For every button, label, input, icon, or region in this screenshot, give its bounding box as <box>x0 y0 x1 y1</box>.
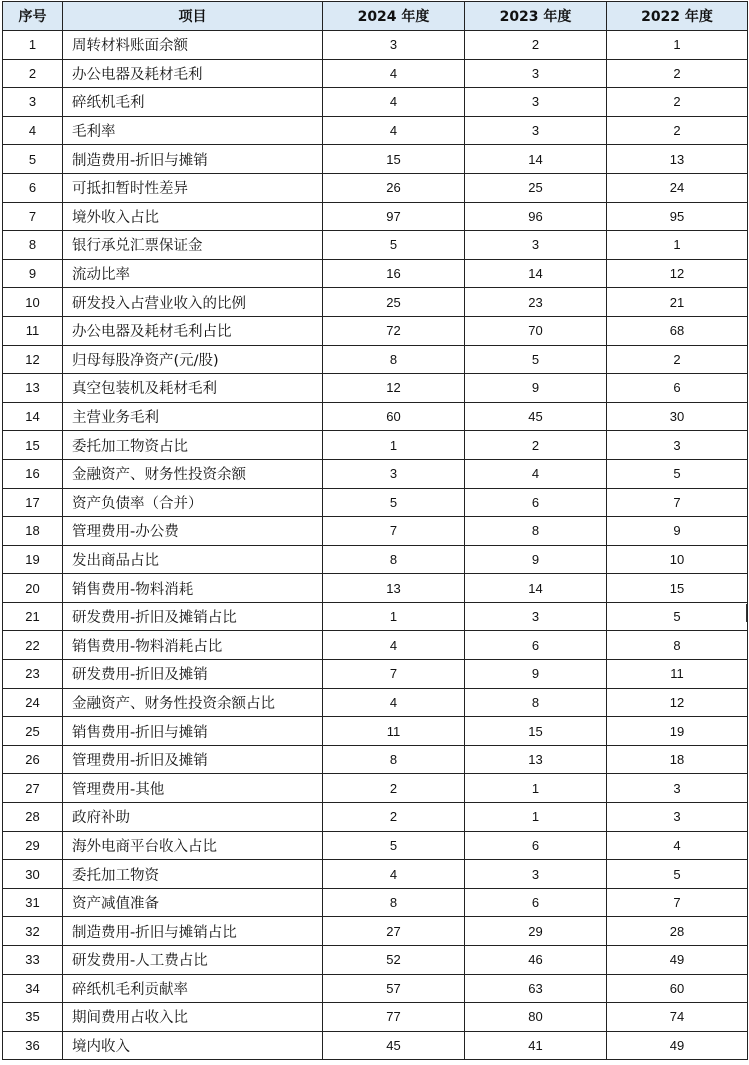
table-row <box>3 145 748 174</box>
table-row <box>3 459 748 488</box>
row-item: 制造费用-折旧与摊销占比 <box>63 917 323 946</box>
table-row <box>3 717 748 746</box>
row-value-2024: 7 <box>323 660 465 689</box>
row-item: 境外收入占比 <box>63 202 323 231</box>
row-value-2022: 7 <box>607 888 748 917</box>
row-value-2023: 6 <box>465 488 607 517</box>
row-value-2022: 60 <box>607 974 748 1003</box>
row-item: 金融资产、财务性投资余额占比 <box>63 688 323 717</box>
row-value-2023: 1 <box>465 803 607 832</box>
row-value-2023: 2 <box>465 431 607 460</box>
table-row <box>3 116 748 145</box>
row-value-2023: 3 <box>465 602 607 631</box>
row-value-2023: 96 <box>465 202 607 231</box>
row-item: 银行承兑汇票保证金 <box>63 231 323 260</box>
row-value-2024: 5 <box>323 231 465 260</box>
row-value-2024: 3 <box>323 31 465 60</box>
row-value-2022: 68 <box>607 316 748 345</box>
row-value-2024: 5 <box>323 488 465 517</box>
table-row <box>3 660 748 689</box>
row-value-2022: 49 <box>607 1031 748 1060</box>
row-value-2024: 4 <box>323 59 465 88</box>
row-value-2023: 13 <box>465 745 607 774</box>
header-2022: 2022 年度 <box>607 2 748 31</box>
row-value-2023: 25 <box>465 173 607 202</box>
table-row <box>3 974 748 1003</box>
row-item: 碎纸机毛利 <box>63 88 323 117</box>
header-row <box>3 2 748 31</box>
row-item: 委托加工物资占比 <box>63 431 323 460</box>
row-index: 9 <box>3 259 63 288</box>
row-value-2022: 7 <box>607 488 748 517</box>
row-value-2023: 3 <box>465 860 607 889</box>
row-index: 16 <box>3 459 63 488</box>
row-value-2022: 95 <box>607 202 748 231</box>
row-value-2022: 30 <box>607 402 748 431</box>
row-value-2022: 2 <box>607 116 748 145</box>
row-value-2024: 4 <box>323 860 465 889</box>
table-row <box>3 688 748 717</box>
table-row <box>3 517 748 546</box>
row-value-2023: 14 <box>465 574 607 603</box>
row-value-2024: 11 <box>323 717 465 746</box>
row-value-2022: 5 <box>607 602 748 631</box>
header-item: 项目 <box>63 2 323 31</box>
row-value-2022: 2 <box>607 88 748 117</box>
row-value-2022: 15 <box>607 574 748 603</box>
row-value-2024: 12 <box>323 374 465 403</box>
row-value-2024: 2 <box>323 774 465 803</box>
row-index: 4 <box>3 116 63 145</box>
header-index: 序号 <box>3 2 63 31</box>
row-item: 期间费用占收入比 <box>63 1003 323 1032</box>
table-body <box>3 31 748 1060</box>
row-value-2022: 74 <box>607 1003 748 1032</box>
row-index: 33 <box>3 946 63 975</box>
row-value-2022: 28 <box>607 917 748 946</box>
row-index: 32 <box>3 917 63 946</box>
row-value-2024: 4 <box>323 631 465 660</box>
row-value-2023: 5 <box>465 345 607 374</box>
row-value-2024: 4 <box>323 88 465 117</box>
row-value-2023: 3 <box>465 88 607 117</box>
table-row <box>3 1031 748 1060</box>
row-value-2023: 23 <box>465 288 607 317</box>
row-value-2024: 1 <box>323 602 465 631</box>
table-row <box>3 259 748 288</box>
row-value-2024: 15 <box>323 145 465 174</box>
table-row <box>3 888 748 917</box>
row-index: 12 <box>3 345 63 374</box>
row-value-2024: 13 <box>323 574 465 603</box>
table-row <box>3 860 748 889</box>
row-value-2024: 97 <box>323 202 465 231</box>
row-value-2023: 3 <box>465 59 607 88</box>
row-item: 制造费用-折旧与摊销 <box>63 145 323 174</box>
row-value-2023: 15 <box>465 717 607 746</box>
table-row <box>3 831 748 860</box>
row-item: 金融资产、财务性投资余额 <box>63 459 323 488</box>
row-value-2024: 8 <box>323 345 465 374</box>
row-value-2023: 3 <box>465 116 607 145</box>
row-item: 归母每股净资产(元/股) <box>63 345 323 374</box>
table-row <box>3 545 748 574</box>
row-value-2024: 26 <box>323 173 465 202</box>
row-value-2022: 3 <box>607 431 748 460</box>
row-value-2024: 3 <box>323 459 465 488</box>
row-value-2023: 45 <box>465 402 607 431</box>
row-item: 资产减值准备 <box>63 888 323 917</box>
row-index: 21 <box>3 602 63 631</box>
table-row <box>3 59 748 88</box>
row-index: 8 <box>3 231 63 260</box>
row-value-2023: 63 <box>465 974 607 1003</box>
row-value-2023: 6 <box>465 888 607 917</box>
row-index: 14 <box>3 402 63 431</box>
row-index: 1 <box>3 31 63 60</box>
table-row <box>3 1003 748 1032</box>
row-index: 29 <box>3 831 63 860</box>
row-value-2023: 70 <box>465 316 607 345</box>
row-item: 委托加工物资 <box>63 860 323 889</box>
scroll-marker <box>746 604 747 622</box>
row-index: 17 <box>3 488 63 517</box>
table-row <box>3 173 748 202</box>
row-value-2022: 13 <box>607 145 748 174</box>
row-item: 政府补助 <box>63 803 323 832</box>
row-value-2023: 29 <box>465 917 607 946</box>
row-item: 研发费用-折旧及摊销 <box>63 660 323 689</box>
row-index: 35 <box>3 1003 63 1032</box>
row-value-2024: 27 <box>323 917 465 946</box>
row-index: 15 <box>3 431 63 460</box>
table-row <box>3 374 748 403</box>
row-index: 3 <box>3 88 63 117</box>
row-value-2022: 19 <box>607 717 748 746</box>
row-index: 30 <box>3 860 63 889</box>
row-index: 24 <box>3 688 63 717</box>
row-index: 23 <box>3 660 63 689</box>
table-row <box>3 574 748 603</box>
table-row <box>3 431 748 460</box>
row-index: 13 <box>3 374 63 403</box>
row-value-2023: 9 <box>465 545 607 574</box>
row-value-2022: 1 <box>607 231 748 260</box>
row-value-2024: 77 <box>323 1003 465 1032</box>
row-value-2023: 6 <box>465 831 607 860</box>
row-index: 28 <box>3 803 63 832</box>
row-value-2024: 16 <box>323 259 465 288</box>
row-value-2022: 24 <box>607 173 748 202</box>
row-value-2022: 4 <box>607 831 748 860</box>
row-value-2023: 14 <box>465 259 607 288</box>
row-value-2022: 5 <box>607 459 748 488</box>
row-index: 10 <box>3 288 63 317</box>
row-value-2022: 49 <box>607 946 748 975</box>
row-value-2022: 18 <box>607 745 748 774</box>
row-item: 流动比率 <box>63 259 323 288</box>
row-item: 办公电器及耗材毛利 <box>63 59 323 88</box>
table-row <box>3 602 748 631</box>
row-item: 境内收入 <box>63 1031 323 1060</box>
row-value-2022: 21 <box>607 288 748 317</box>
row-value-2024: 4 <box>323 688 465 717</box>
table-row <box>3 345 748 374</box>
row-value-2023: 9 <box>465 374 607 403</box>
row-value-2024: 60 <box>323 402 465 431</box>
row-value-2022: 10 <box>607 545 748 574</box>
row-item: 真空包装机及耗材毛利 <box>63 374 323 403</box>
row-value-2022: 12 <box>607 259 748 288</box>
header-2023: 2023 年度 <box>465 2 607 31</box>
row-value-2024: 25 <box>323 288 465 317</box>
row-index: 19 <box>3 545 63 574</box>
row-value-2024: 7 <box>323 517 465 546</box>
row-index: 2 <box>3 59 63 88</box>
row-item: 研发费用-折旧及摊销占比 <box>63 602 323 631</box>
row-index: 36 <box>3 1031 63 1060</box>
row-value-2024: 2 <box>323 803 465 832</box>
row-index: 34 <box>3 974 63 1003</box>
table-row <box>3 946 748 975</box>
table-row <box>3 774 748 803</box>
row-value-2022: 11 <box>607 660 748 689</box>
row-value-2022: 12 <box>607 688 748 717</box>
row-value-2023: 14 <box>465 145 607 174</box>
row-value-2023: 41 <box>465 1031 607 1060</box>
row-value-2024: 72 <box>323 316 465 345</box>
row-value-2024: 52 <box>323 946 465 975</box>
row-index: 6 <box>3 173 63 202</box>
row-item: 研发投入占营业收入的比例 <box>63 288 323 317</box>
row-index: 25 <box>3 717 63 746</box>
row-value-2022: 6 <box>607 374 748 403</box>
row-item: 管理费用-其他 <box>63 774 323 803</box>
table-header <box>3 2 748 31</box>
row-item: 销售费用-物料消耗 <box>63 574 323 603</box>
row-item: 碎纸机毛利贡献率 <box>63 974 323 1003</box>
row-value-2023: 46 <box>465 946 607 975</box>
table-row <box>3 917 748 946</box>
row-item: 办公电器及耗材毛利占比 <box>63 316 323 345</box>
row-value-2024: 57 <box>323 974 465 1003</box>
row-index: 18 <box>3 517 63 546</box>
row-value-2022: 8 <box>607 631 748 660</box>
table-row <box>3 231 748 260</box>
table-row <box>3 88 748 117</box>
row-item: 资产负债率（合并） <box>63 488 323 517</box>
row-value-2024: 8 <box>323 888 465 917</box>
row-value-2024: 4 <box>323 116 465 145</box>
row-value-2023: 4 <box>465 459 607 488</box>
row-item: 研发费用-人工费占比 <box>63 946 323 975</box>
table-row <box>3 202 748 231</box>
row-value-2022: 5 <box>607 860 748 889</box>
row-item: 管理费用-办公费 <box>63 517 323 546</box>
table-row <box>3 631 748 660</box>
row-value-2024: 8 <box>323 545 465 574</box>
data-table <box>2 1 748 1060</box>
row-index: 26 <box>3 745 63 774</box>
row-index: 31 <box>3 888 63 917</box>
row-value-2022: 3 <box>607 774 748 803</box>
row-value-2022: 3 <box>607 803 748 832</box>
row-index: 5 <box>3 145 63 174</box>
row-value-2022: 9 <box>607 517 748 546</box>
row-item: 毛利率 <box>63 116 323 145</box>
row-index: 20 <box>3 574 63 603</box>
row-index: 11 <box>3 316 63 345</box>
row-index: 7 <box>3 202 63 231</box>
row-item: 可抵扣暂时性差异 <box>63 173 323 202</box>
header-2024: 2024 年度 <box>323 2 465 31</box>
row-value-2024: 5 <box>323 831 465 860</box>
table-row <box>3 803 748 832</box>
row-item: 发出商品占比 <box>63 545 323 574</box>
row-value-2023: 80 <box>465 1003 607 1032</box>
row-index: 22 <box>3 631 63 660</box>
row-value-2023: 6 <box>465 631 607 660</box>
row-value-2024: 8 <box>323 745 465 774</box>
row-value-2023: 2 <box>465 31 607 60</box>
row-item: 主营业务毛利 <box>63 402 323 431</box>
row-value-2022: 2 <box>607 345 748 374</box>
row-value-2023: 8 <box>465 688 607 717</box>
row-value-2024: 1 <box>323 431 465 460</box>
row-item: 销售费用-折旧与摊销 <box>63 717 323 746</box>
row-item: 管理费用-折旧及摊销 <box>63 745 323 774</box>
row-value-2022: 1 <box>607 31 748 60</box>
table-row <box>3 288 748 317</box>
row-value-2024: 45 <box>323 1031 465 1060</box>
table-row <box>3 316 748 345</box>
row-item: 海外电商平台收入占比 <box>63 831 323 860</box>
row-item: 周转材料账面余额 <box>63 31 323 60</box>
row-value-2023: 8 <box>465 517 607 546</box>
row-item: 销售费用-物料消耗占比 <box>63 631 323 660</box>
table-row <box>3 488 748 517</box>
row-value-2023: 1 <box>465 774 607 803</box>
row-value-2022: 2 <box>607 59 748 88</box>
table-row <box>3 745 748 774</box>
row-index: 27 <box>3 774 63 803</box>
table-row <box>3 31 748 60</box>
row-value-2023: 9 <box>465 660 607 689</box>
row-value-2023: 3 <box>465 231 607 260</box>
table-row <box>3 402 748 431</box>
